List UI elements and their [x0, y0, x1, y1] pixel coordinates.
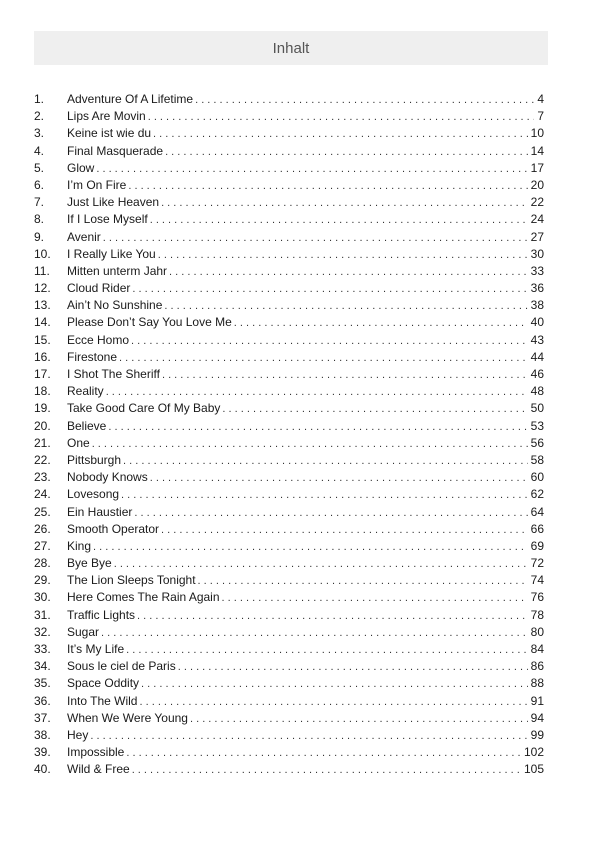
toc-entry[interactable] [34, 349, 544, 366]
toc-entry[interactable] [34, 263, 544, 280]
toc-entry-title: Just Like Heaven [67, 195, 160, 210]
toc-entry-title: Sous le ciel de Paris [67, 659, 176, 674]
toc-entry[interactable] [34, 125, 544, 142]
dot-leader [222, 590, 528, 607]
toc-entry-title: Avenir [67, 229, 101, 244]
page-title: Inhalt [272, 39, 310, 57]
dot-leader [128, 178, 527, 195]
toc-entry-number: 2. [34, 109, 45, 124]
toc-entry[interactable] [34, 314, 544, 331]
toc-entry-page: 53 [530, 418, 544, 433]
toc-entry-page: 44 [530, 349, 544, 364]
toc-entry-page: 60 [530, 470, 544, 485]
dot-leader [137, 608, 528, 625]
toc-entry-page: 48 [530, 384, 544, 399]
toc-entry-page: 99 [530, 727, 544, 742]
dot-leader [148, 109, 535, 126]
toc-entry[interactable] [34, 469, 544, 486]
dot-leader [121, 487, 528, 504]
dot-leader [96, 161, 527, 178]
toc-entry-page: 10 [530, 126, 544, 141]
toc-entry-title: Lovesong [67, 487, 120, 502]
toc-entry-page: 14 [530, 143, 544, 158]
toc-entry-number: 20. [34, 418, 51, 433]
toc-entry[interactable] [34, 435, 544, 452]
page-header [34, 31, 548, 65]
toc-entry[interactable] [34, 589, 544, 606]
toc-entry-page: 62 [530, 487, 544, 502]
toc-entry-number: 1. [34, 92, 45, 106]
dot-leader [165, 144, 528, 161]
toc-entry-number: 17. [34, 367, 51, 381]
toc-entry-page: 91 [530, 693, 544, 708]
toc-entry[interactable] [34, 521, 544, 538]
toc-entry-page: 66 [530, 521, 544, 536]
toc-entry-number: 9. [34, 229, 45, 244]
toc-entry-number: 23. [34, 470, 51, 485]
toc-entry[interactable] [34, 91, 544, 108]
dot-leader [158, 247, 528, 264]
toc-entry-title: It’s My Life [67, 642, 125, 656]
toc-entry-page: 38 [530, 298, 544, 313]
dot-leader [222, 401, 527, 418]
toc-entry-page: 105 [523, 762, 544, 777]
toc-entry[interactable] [34, 624, 544, 641]
toc-entry-number: 40. [34, 762, 51, 777]
toc-entry-page: 4 [537, 92, 544, 106]
dot-leader [195, 92, 534, 109]
toc-entry[interactable] [34, 486, 544, 503]
toc-entry-title: Glow [67, 160, 95, 175]
toc-entry[interactable] [34, 108, 544, 125]
toc-entry-number: 18. [34, 384, 51, 399]
toc-entry[interactable] [34, 658, 544, 675]
toc-entry-number: 37. [34, 710, 51, 725]
toc-entry-title: King [67, 538, 92, 553]
toc-entry[interactable] [34, 143, 544, 160]
toc-entry[interactable] [34, 761, 544, 778]
toc-entry-page: 50 [530, 401, 544, 416]
toc-entry-number: 15. [34, 332, 51, 347]
toc-entry-number: 21. [34, 435, 51, 450]
toc-entry-number: 26. [34, 521, 51, 536]
toc-entry[interactable] [34, 727, 544, 744]
toc-entry-title: When We Were Young [67, 710, 188, 725]
toc-entry[interactable] [34, 641, 544, 658]
dot-leader [234, 315, 528, 332]
toc-entry-title: Wild & Free [67, 762, 130, 777]
toc-entry[interactable] [34, 504, 544, 521]
toc-entry[interactable] [34, 177, 544, 194]
toc-entry-title: Space Oddity [67, 676, 140, 691]
toc-entry-title: Please Don’t Say You Love Me [67, 315, 232, 330]
dot-leader [190, 711, 528, 728]
toc-entry-title: Hey [67, 727, 89, 742]
toc-entry-title: Pittsburgh [67, 452, 122, 467]
toc-entry-number: 27. [34, 538, 51, 553]
toc-entry-number: 13. [34, 298, 51, 313]
toc-entry-title: Traffic Lights [67, 607, 136, 622]
toc-entry-title: I Shot The Sheriff [67, 367, 160, 381]
dot-leader [161, 195, 528, 212]
toc-entry[interactable] [34, 246, 544, 263]
toc-entry-number: 34. [34, 659, 51, 674]
toc-entry[interactable] [34, 693, 544, 710]
toc-entry-title: Here Comes The Rain Again [67, 590, 220, 605]
toc-entry-title: The Lion Sleeps Tonight [67, 573, 196, 588]
table-of-contents [34, 91, 544, 779]
toc-entry-title: Into The Wild [67, 693, 138, 708]
toc-entry-page: 24 [530, 212, 544, 227]
toc-entry[interactable] [34, 418, 544, 435]
toc-entry-page: 72 [530, 556, 544, 571]
toc-entry-number: 6. [34, 177, 45, 192]
toc-entry[interactable] [34, 366, 544, 383]
toc-entry-number: 38. [34, 727, 51, 742]
toc-entry[interactable] [34, 675, 544, 692]
toc-entry-page: 76 [530, 590, 544, 605]
toc-entry-number: 33. [34, 642, 51, 656]
dot-leader [132, 762, 521, 779]
dot-leader [161, 522, 528, 539]
toc-entry-title: Nobody Knows [67, 470, 148, 485]
toc-entry-title: Take Good Care Of My Baby [67, 401, 221, 416]
toc-entry-number: 32. [34, 624, 51, 639]
toc-entry-number: 7. [34, 195, 45, 210]
toc-entry-number: 24. [34, 487, 51, 502]
toc-entry-page: 80 [530, 624, 544, 639]
toc-entry-number: 12. [34, 281, 51, 296]
toc-entry-number: 39. [34, 745, 51, 760]
toc-entry-number: 31. [34, 607, 51, 622]
dot-leader [131, 333, 528, 350]
toc-entry-page: 88 [530, 676, 544, 691]
dot-leader [132, 281, 527, 298]
dot-leader [92, 436, 528, 453]
dot-leader [164, 298, 527, 315]
dot-leader [106, 384, 528, 401]
dot-leader [123, 453, 528, 470]
toc-entry-number: 3. [34, 126, 45, 141]
toc-entry-title: Cloud Rider [67, 281, 131, 296]
toc-entry-page: 22 [530, 195, 544, 210]
toc-entry-title: Impossible [67, 745, 125, 760]
toc-entry-page: 94 [530, 710, 544, 725]
toc-entry[interactable] [34, 607, 544, 624]
toc-entry-title: Mitten unterm Jahr [67, 263, 168, 278]
toc-entry-title: Keine ist wie du [67, 126, 152, 141]
toc-entry-title: Reality [67, 384, 104, 399]
toc-entry[interactable] [34, 555, 544, 572]
toc-entry-title: I’m On Fire [67, 177, 127, 192]
toc-entry-page: 36 [530, 281, 544, 296]
toc-entry-page: 20 [530, 177, 544, 192]
toc-entry-number: 25. [34, 504, 51, 519]
toc-entry[interactable] [34, 383, 544, 400]
dot-leader [150, 212, 528, 229]
toc-entry-page: 7 [537, 109, 544, 124]
dot-leader [153, 126, 528, 143]
dot-leader [141, 676, 528, 693]
toc-entry-number: 22. [34, 452, 51, 467]
toc-entry-page: 46 [530, 367, 544, 381]
toc-entry[interactable] [34, 160, 544, 177]
toc-entry[interactable] [34, 229, 544, 246]
toc-entry-number: 16. [34, 349, 51, 364]
toc-entry[interactable] [34, 297, 544, 314]
toc-entry-title: Adventure Of A Lifetime [67, 92, 194, 106]
dot-leader [169, 264, 528, 281]
dot-leader [119, 350, 528, 367]
toc-entry-title: Believe [67, 418, 107, 433]
toc-entry-title: Ecce Homo [67, 332, 130, 347]
toc-entry[interactable] [34, 280, 544, 297]
toc-entry-page: 33 [530, 263, 544, 278]
dot-leader [198, 573, 528, 590]
dot-leader [114, 556, 528, 573]
dot-leader [178, 659, 528, 676]
toc-entry-page: 30 [530, 246, 544, 261]
toc-entry-number: 35. [34, 676, 51, 691]
toc-entry-title: Ain’t No Sunshine [67, 298, 163, 313]
toc-entry[interactable] [34, 538, 544, 555]
toc-entry[interactable] [34, 572, 544, 589]
toc-entry[interactable] [34, 332, 544, 349]
toc-entry-number: 11. [34, 263, 50, 278]
toc-entry-page: 40 [530, 315, 544, 330]
toc-entry-page: 84 [530, 642, 544, 656]
toc-entry-number: 10. [34, 246, 51, 261]
toc-entry-title: Bye Bye [67, 556, 112, 571]
toc-entry-title: I Really Like You [67, 246, 156, 261]
dot-leader [162, 367, 528, 384]
toc-entry-page: 17 [530, 160, 544, 175]
dot-leader [93, 539, 528, 556]
toc-entry-page: 43 [530, 332, 544, 347]
toc-entry-number: 30. [34, 590, 51, 605]
toc-entry-number: 29. [34, 573, 51, 588]
toc-entry-title: One [67, 435, 90, 450]
toc-entry-page: 102 [523, 745, 544, 760]
dot-leader [101, 625, 528, 642]
dot-leader [150, 470, 528, 487]
toc-entry[interactable] [34, 452, 544, 469]
toc-entry-number: 14. [34, 315, 51, 330]
toc-entry-page: 74 [530, 573, 544, 588]
toc-entry-title: Lips Are Movin [67, 109, 146, 124]
toc-entry-number: 19. [34, 401, 51, 416]
toc-entry-page: 27 [530, 229, 544, 244]
toc-entry-page: 56 [530, 435, 544, 450]
toc-entry-number: 28. [34, 556, 51, 571]
dot-leader [90, 728, 527, 745]
dot-leader [126, 745, 521, 762]
toc-entry-title: Firestone [67, 349, 118, 364]
toc-entry-title: Sugar [67, 624, 100, 639]
toc-entry-page: 58 [530, 452, 544, 467]
dot-leader [108, 419, 527, 436]
toc-entry[interactable] [34, 744, 544, 761]
toc-entry-title: Smooth Operator [67, 521, 160, 536]
toc-entry[interactable] [34, 400, 544, 417]
toc-entry[interactable] [34, 211, 544, 228]
dot-leader [103, 230, 528, 247]
toc-entry-page: 78 [530, 607, 544, 622]
dot-leader [126, 642, 528, 659]
toc-entry-page: 69 [530, 538, 544, 553]
toc-entry-number: 5. [34, 160, 45, 175]
toc-entry[interactable] [34, 710, 544, 727]
toc-entry-page: 86 [530, 659, 544, 674]
toc-entry-number: 36. [34, 693, 51, 708]
toc-entry-title: Final Masquerade [67, 143, 164, 158]
dot-leader [139, 694, 527, 711]
toc-entry-number: 8. [34, 212, 45, 227]
dot-leader [134, 505, 527, 522]
toc-entry[interactable] [34, 194, 544, 211]
toc-entry-title: If I Lose Myself [67, 212, 148, 227]
toc-entry-page: 64 [530, 504, 544, 519]
toc-entry-number: 4. [34, 143, 45, 158]
toc-entry-title: Ein Haustier [67, 504, 133, 519]
